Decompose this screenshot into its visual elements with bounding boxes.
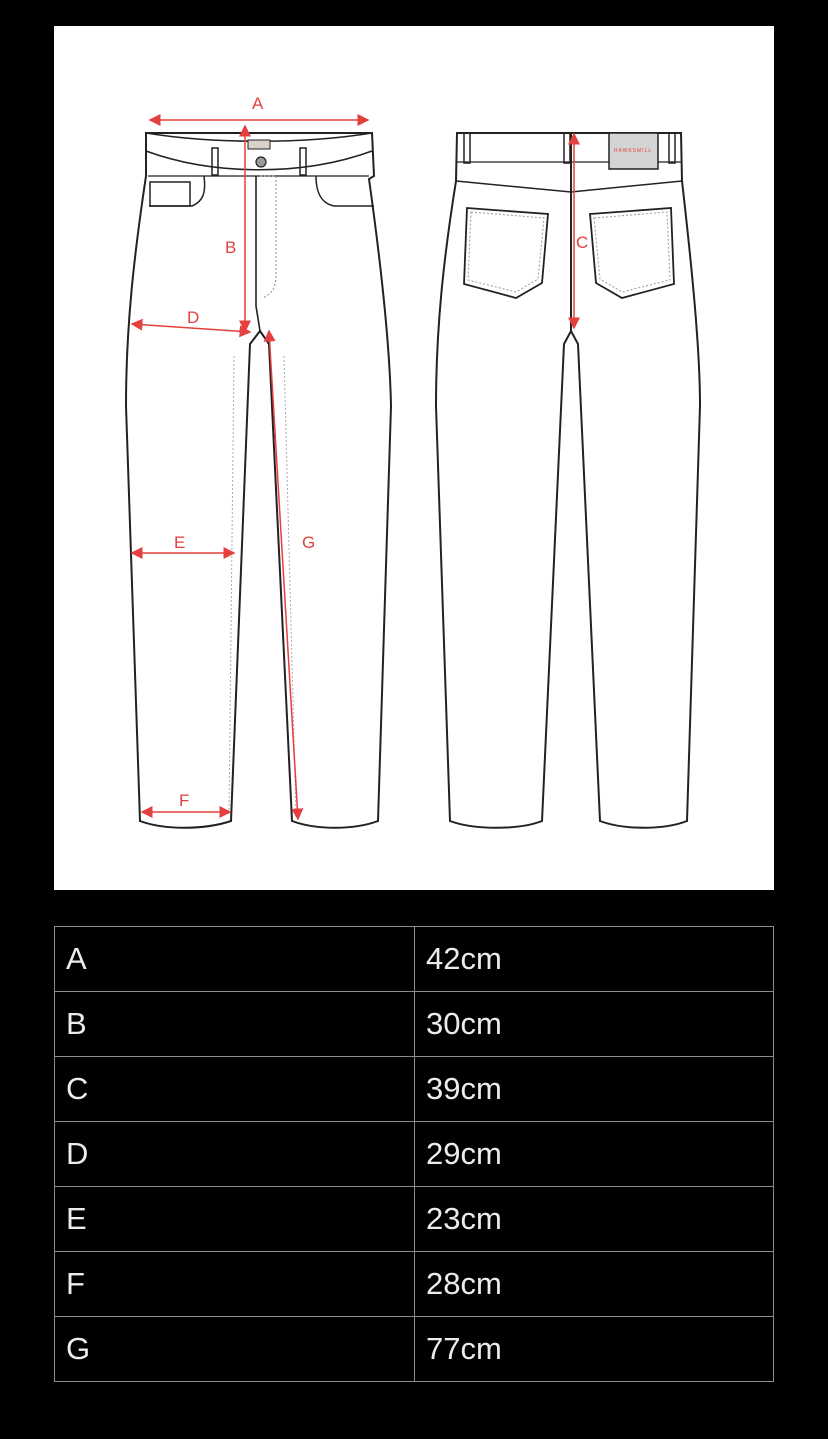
measure-key: D [55, 1122, 415, 1187]
measure-key: B [55, 992, 415, 1057]
label-f: F [179, 791, 190, 810]
label-c: C [576, 233, 589, 252]
jeans-measurement-diagram [54, 26, 774, 890]
label-e: E [174, 533, 186, 552]
size-table [54, 926, 774, 1382]
measure-key: F [55, 1252, 415, 1317]
brand-tag-text: HAWKSMILL [613, 148, 653, 154]
label-d: D [187, 308, 200, 327]
measure-value: 23cm [415, 1187, 774, 1252]
measure-key: C [55, 1057, 415, 1122]
label-a: A [252, 94, 264, 113]
label-g: G [302, 533, 316, 552]
measure-value: 39cm [415, 1057, 774, 1122]
front-view-jeans [126, 133, 391, 828]
table-row [55, 1187, 774, 1252]
measure-value: 30cm [415, 992, 774, 1057]
table-row [55, 927, 774, 992]
measure-value: 77cm [415, 1317, 774, 1382]
measure-value: 29cm [415, 1122, 774, 1187]
measure-value: 28cm [415, 1252, 774, 1317]
table-row [55, 1122, 774, 1187]
label-b: B [225, 238, 237, 257]
table-row [55, 1057, 774, 1122]
measure-key: A [55, 927, 415, 992]
table-row [55, 992, 774, 1057]
back-view-jeans [436, 133, 700, 828]
measure-key: E [55, 1187, 415, 1252]
table-row [55, 1317, 774, 1382]
table-row [55, 1252, 774, 1317]
measure-key: G [55, 1317, 415, 1382]
measure-value: 42cm [415, 927, 774, 992]
